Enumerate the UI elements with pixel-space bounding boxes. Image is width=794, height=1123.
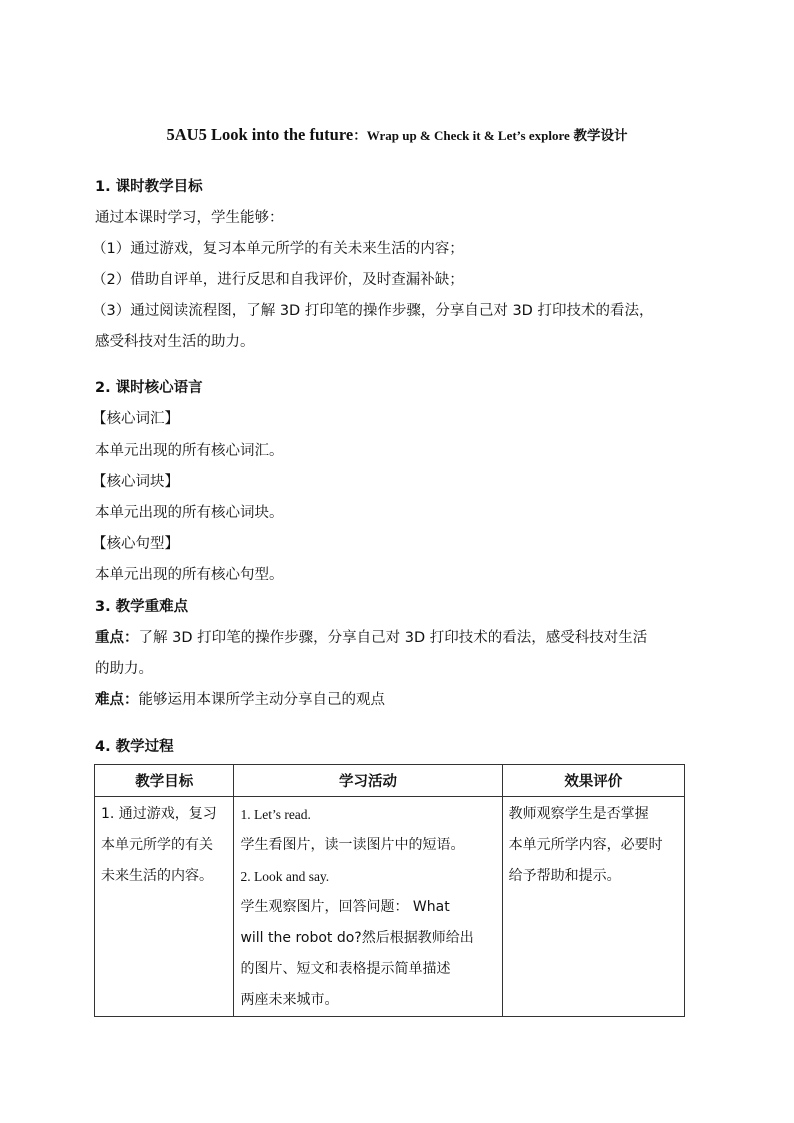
activity-line: will the robot do?然后根据教师给出 xyxy=(240,930,474,946)
title-suffix: 教学设计 xyxy=(573,128,628,144)
key-point-label: 重点： xyxy=(95,630,139,646)
section-4-heading: 4. 教学过程 xyxy=(95,739,174,755)
cell-evaluation xyxy=(502,797,684,1017)
vocab-text: 本单元出现的所有核心词汇。 xyxy=(95,443,284,459)
activity-line: 学生看图片，读一读图片中的短语。 xyxy=(240,837,465,853)
difficulty-label: 难点： xyxy=(95,692,139,708)
cell-activity xyxy=(234,797,502,1017)
key-point-line-b: 的助力。 xyxy=(95,661,153,677)
activity-line: 的图片、短文和表格提示简单描述 xyxy=(240,961,451,977)
eval-line: 给予帮助和提示。 xyxy=(508,868,621,884)
pattern-text: 本单元出现的所有核心句型。 xyxy=(95,567,284,583)
goal-line: 1. 通过游戏，复习 xyxy=(101,806,217,822)
title-separator: ： xyxy=(353,128,367,144)
eval-line: 本单元所学内容，必要时 xyxy=(508,837,663,853)
section-1-intro: 通过本课时学习，学生能够： xyxy=(95,210,284,226)
section-1-heading: 1. 课时教学目标 xyxy=(95,179,203,195)
title-unit: 5AU5 Look into the future xyxy=(166,125,354,144)
goal-line: 本单元所学的有关 xyxy=(101,837,213,853)
objective-1: （1）通过游戏，复习本单元所学的有关未来生活的内容； xyxy=(92,241,464,257)
header-goal: 教学目标 xyxy=(95,765,234,797)
key-point-text: 了解 3D 打印笔的操作步骤，分享自己对 3D 打印技术的看法，感受科技对生活 xyxy=(138,630,648,646)
difficulty-line xyxy=(95,690,385,710)
pattern-label: 【核心句型】 xyxy=(92,536,179,552)
header-activity: 学习活动 xyxy=(234,765,502,797)
table-row xyxy=(95,797,685,1017)
key-point-line-a xyxy=(95,628,647,648)
activity-line: 两座未来城市。 xyxy=(240,992,339,1008)
cell-goal xyxy=(95,797,234,1017)
section-2-heading: 2. 课时核心语言 xyxy=(95,380,203,396)
eval-line: 教师观察学生是否掌握 xyxy=(508,806,649,822)
activity-line: 学生观察图片，回答问题： What xyxy=(240,899,450,915)
vocab-label: 【核心词汇】 xyxy=(92,411,179,427)
objective-3b: 感受科技对生活的助力。 xyxy=(95,334,255,350)
header-evaluation: 效果评价 xyxy=(502,765,684,797)
chunk-text: 本单元出现的所有核心词块。 xyxy=(95,505,284,521)
title-lesson: Wrap up & Check it & Let’s explore xyxy=(366,128,570,143)
goal-line: 未来生活的内容。 xyxy=(101,868,213,884)
activity-line: 1. Let’s read. xyxy=(240,807,311,822)
table-header-row xyxy=(95,765,685,797)
teaching-process-table xyxy=(94,764,685,1017)
document-title xyxy=(0,124,794,145)
difficulty-text: 能够运用本课所学主动分享自己的观点 xyxy=(138,692,385,708)
objective-2: （2）借助自评单，进行反思和自我评价，及时查漏补缺； xyxy=(92,272,464,288)
chunk-label: 【核心词块】 xyxy=(92,474,179,490)
section-3-heading: 3. 教学重难点 xyxy=(95,599,189,615)
activity-line: 2. Look and say. xyxy=(240,869,330,884)
objective-3a: （3）通过阅读流程图，了解 3D 打印笔的操作步骤，分享自己对 3D 打印技术的看法， xyxy=(92,303,654,319)
